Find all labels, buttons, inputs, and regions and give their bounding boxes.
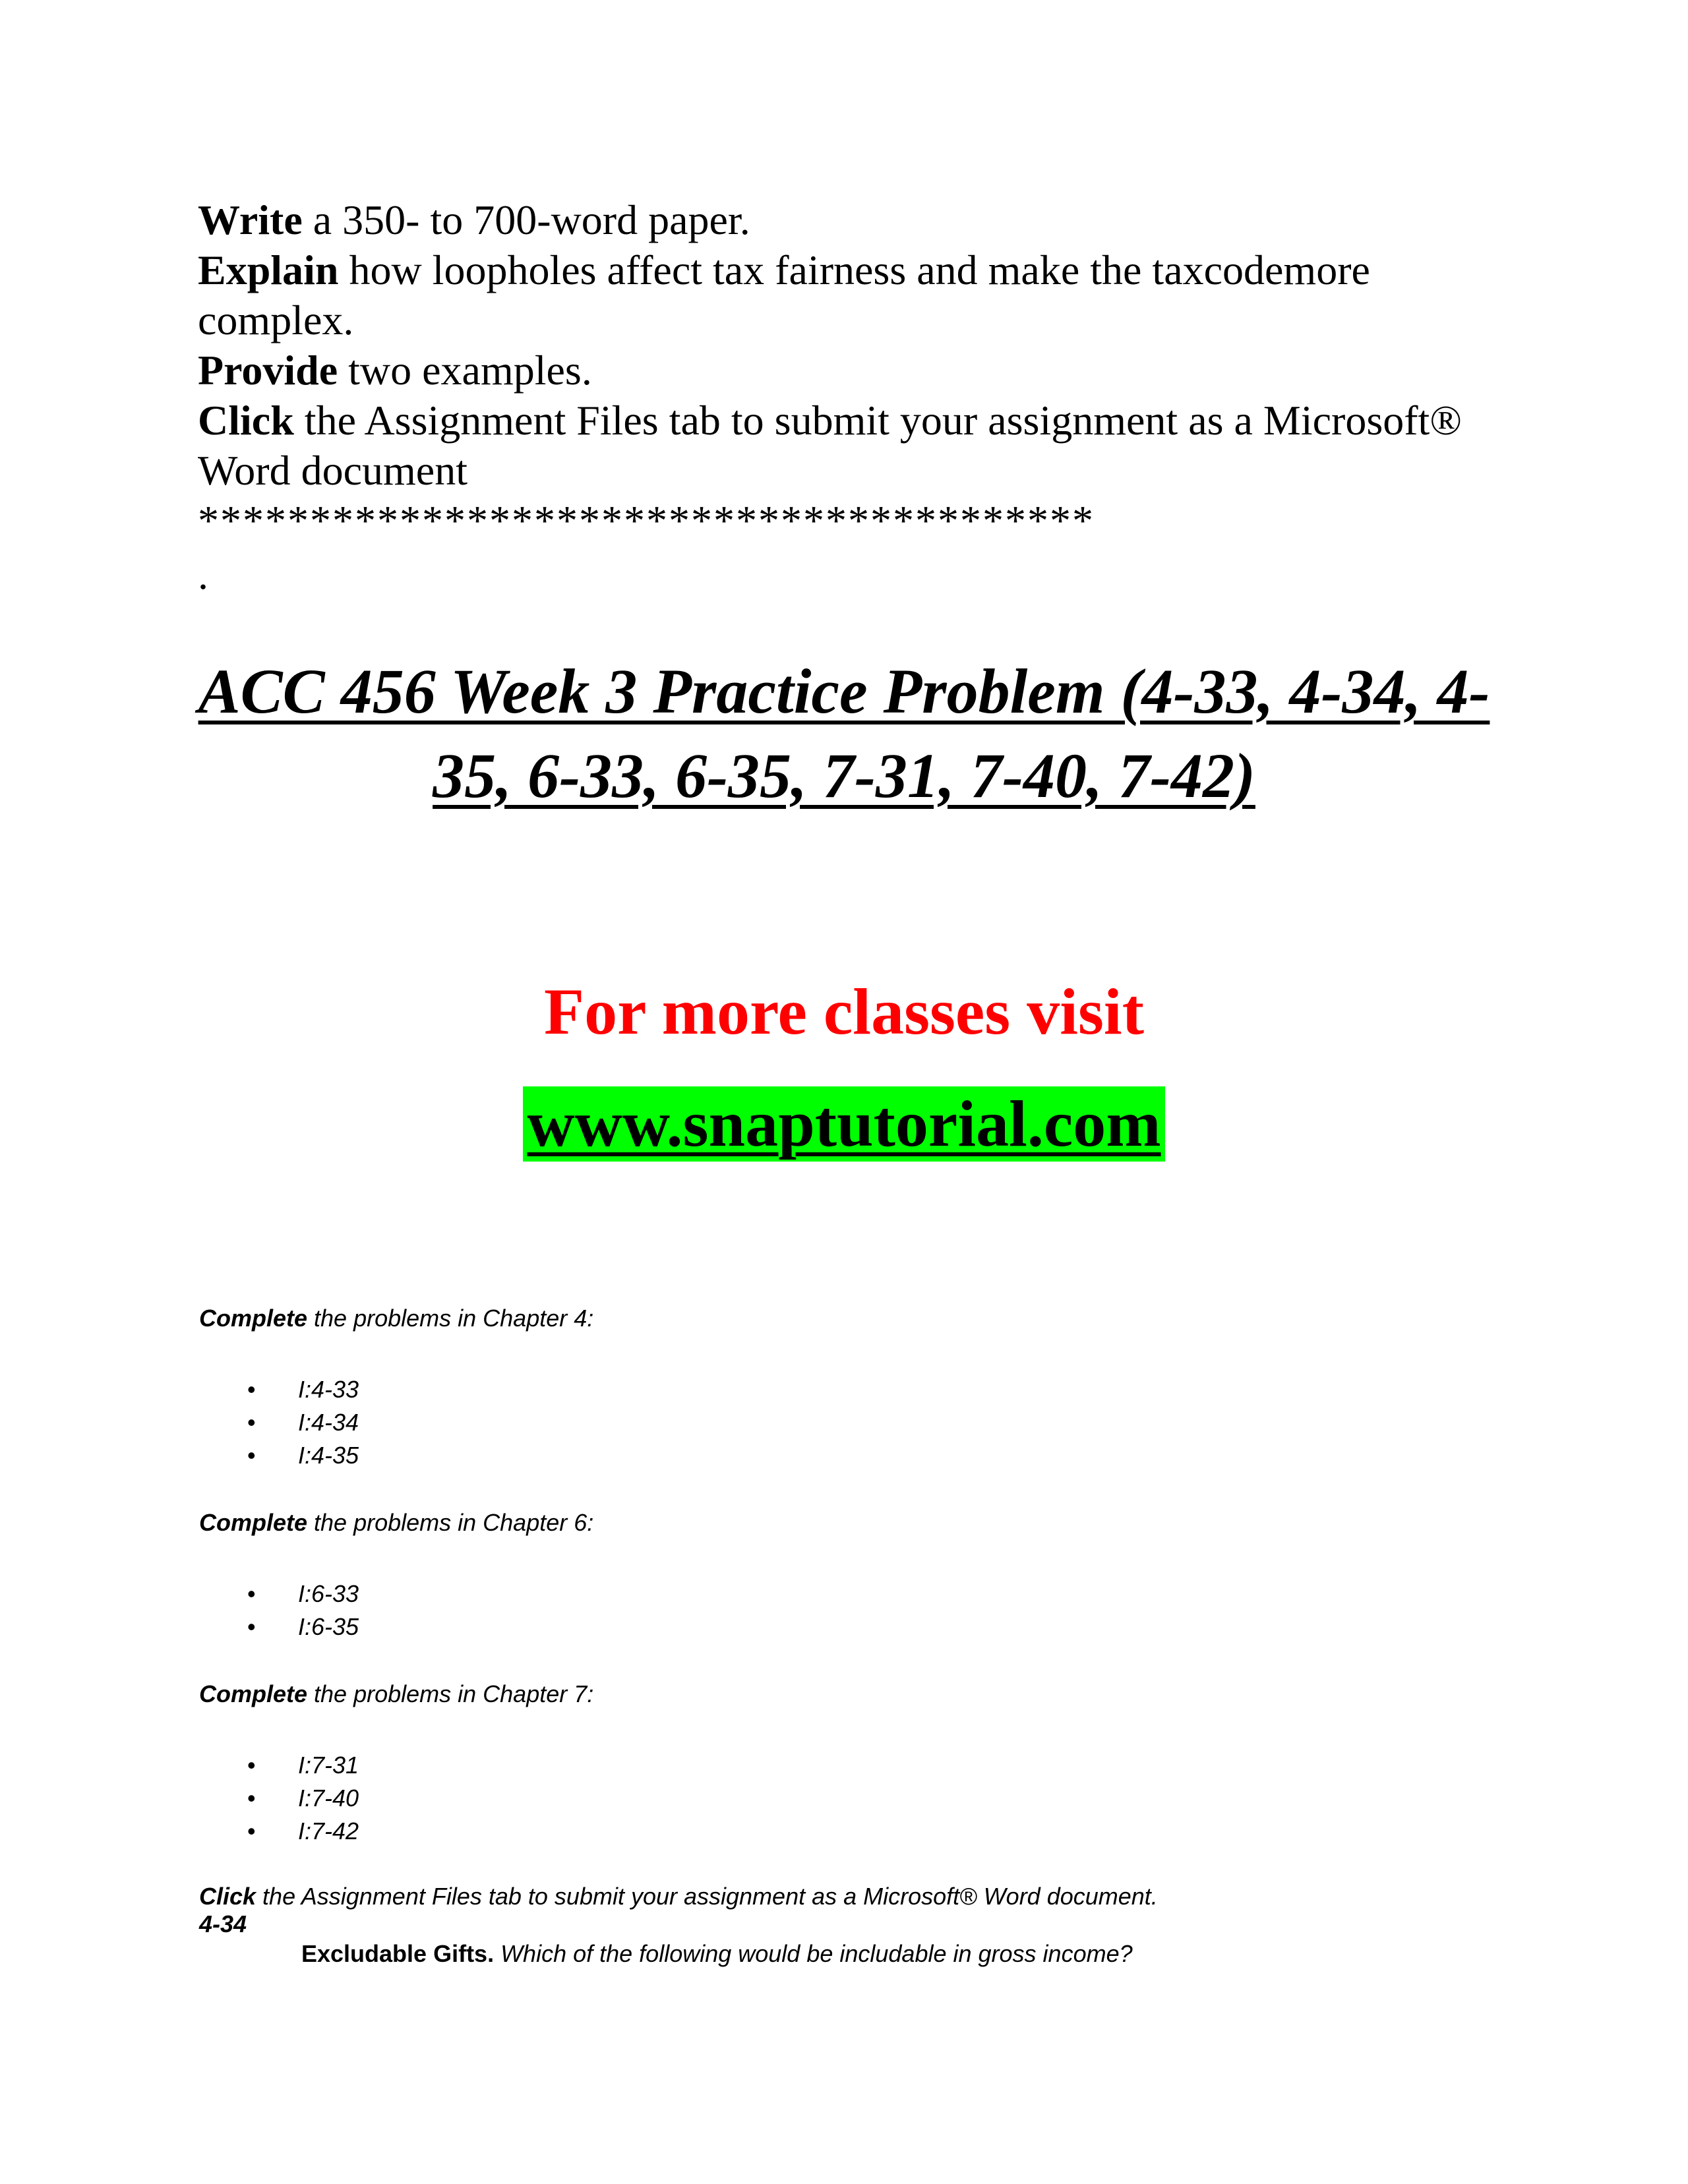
list-item: • I:4-33 bbox=[199, 1373, 1492, 1406]
website-container bbox=[0, 1086, 1688, 1162]
assignment-instructions bbox=[198, 195, 1490, 600]
list-item: • I:7-42 bbox=[199, 1815, 1492, 1848]
chapter-7-heading: Complete the problems in Chapter 7: bbox=[199, 1680, 594, 1707]
chapter-6-list bbox=[199, 1578, 1492, 1643]
bullet-icon: • bbox=[247, 1376, 256, 1403]
instruction-write: Write a 350- to 700-word paper. bbox=[198, 196, 750, 243]
problem-list-section bbox=[199, 1302, 1492, 1970]
problem-number: 4-34 bbox=[199, 1910, 247, 1937]
promo-text: For more classes visit bbox=[543, 975, 1144, 1048]
period-line: . bbox=[198, 551, 208, 598]
list-item: • I:4-34 bbox=[199, 1406, 1492, 1439]
list-item: • I:7-31 bbox=[199, 1749, 1492, 1782]
asterisk-separator: **************************************** bbox=[198, 497, 1095, 544]
instruction-provide: Provide two examples. bbox=[198, 347, 592, 394]
bullet-icon: • bbox=[247, 1817, 256, 1845]
bullet-icon: • bbox=[247, 1442, 256, 1469]
list-item: • I:7-40 bbox=[199, 1782, 1492, 1815]
instruction-click: Click the Assignment Files tab to submit your assignment as a Microsoft® Word document bbox=[198, 397, 1462, 494]
chapter-4-heading: Complete the problems in Chapter 4: bbox=[199, 1305, 594, 1332]
instruction-explain: Explain how loopholes affect tax fairness and make the taxcodemore complex. bbox=[198, 247, 1370, 343]
page-title: ACC 456 Week 3 Practice Problem (4-33, 4-34, 4-35, 6-33, 6-35, 7-31, 7-40, 7-42) bbox=[198, 656, 1490, 811]
chapter-4-list bbox=[199, 1373, 1492, 1472]
bullet-icon: • bbox=[247, 1613, 256, 1640]
list-item: • I:6-33 bbox=[199, 1578, 1492, 1610]
chapter-7-list bbox=[199, 1749, 1492, 1848]
list-item: • I:4-35 bbox=[199, 1439, 1492, 1472]
bullet-icon: • bbox=[247, 1785, 256, 1812]
submission-instruction: Click the Assignment Files tab to submit your assignment as a Microsoft® Word document. bbox=[199, 1883, 1158, 1910]
chapter-6-heading: Complete the problems in Chapter 6: bbox=[199, 1509, 594, 1536]
list-item: • I:6-35 bbox=[199, 1610, 1492, 1643]
bullet-icon: • bbox=[247, 1409, 256, 1436]
problem-question: Excludable Gifts. Which of the following would be includable in gross income? bbox=[301, 1940, 1133, 1967]
bullet-icon: • bbox=[247, 1580, 256, 1607]
website-link[interactable]: www.snaptutorial.com bbox=[523, 1086, 1164, 1162]
bullet-icon: • bbox=[247, 1752, 256, 1779]
